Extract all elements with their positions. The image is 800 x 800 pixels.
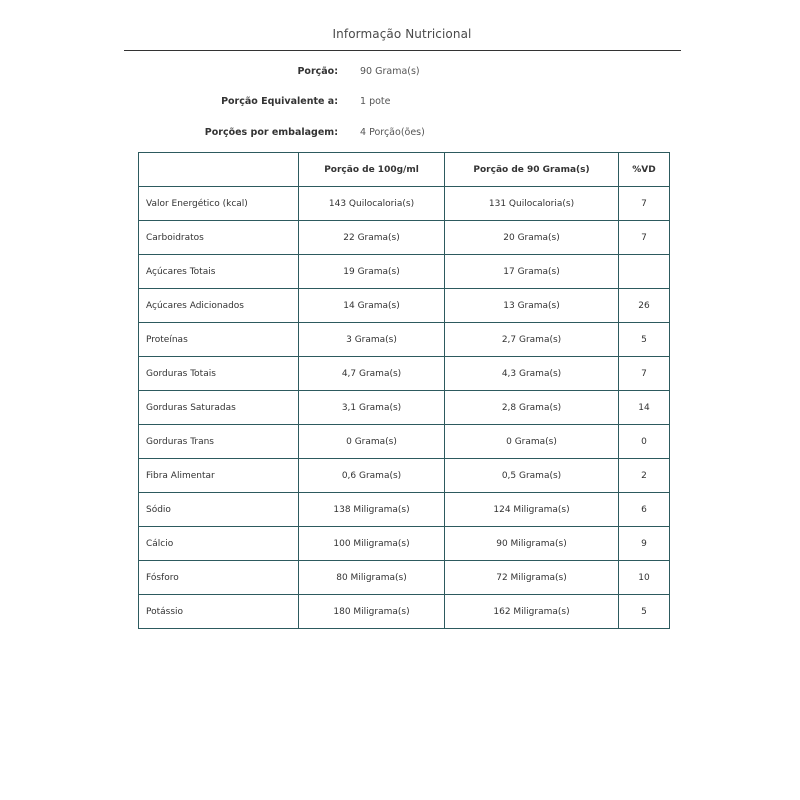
- percent-dv: 5: [619, 323, 670, 357]
- equivalent-label: Porção Equivalente a:: [221, 96, 338, 107]
- value-per-portion: 2,7 Grama(s): [445, 323, 619, 357]
- header-percent-dv: %VD: [619, 153, 670, 187]
- header-nutrient: [139, 153, 299, 187]
- table-row: [139, 357, 670, 391]
- value-per-100g: 80 Miligrama(s): [299, 561, 445, 595]
- percent-dv: 7: [619, 187, 670, 221]
- table-row: [139, 561, 670, 595]
- per-package-value: 4 Porção(ões): [360, 127, 425, 138]
- nutrient-name: Fibra Alimentar: [139, 459, 299, 493]
- table-row: [139, 425, 670, 459]
- percent-dv: 14: [619, 391, 670, 425]
- nutrient-name: Potássio: [139, 595, 299, 629]
- percent-dv: 7: [619, 221, 670, 255]
- value-per-100g: 19 Grama(s): [299, 255, 445, 289]
- page-title: Informação Nutricional: [332, 27, 472, 41]
- header-per-portion: Porção de 90 Grama(s): [445, 153, 619, 187]
- value-per-portion: 90 Miligrama(s): [445, 527, 619, 561]
- nutrient-name: Gorduras Trans: [139, 425, 299, 459]
- nutrient-name: Gorduras Totais: [139, 357, 299, 391]
- table-row: [139, 289, 670, 323]
- nutrient-name: Gorduras Saturadas: [139, 391, 299, 425]
- value-per-100g: 14 Grama(s): [299, 289, 445, 323]
- equivalent-value: 1 pote: [360, 96, 391, 107]
- percent-dv: 0: [619, 425, 670, 459]
- value-per-portion: 17 Grama(s): [445, 255, 619, 289]
- value-per-100g: 22 Grama(s): [299, 221, 445, 255]
- value-per-100g: 138 Miligrama(s): [299, 493, 445, 527]
- value-per-portion: 72 Miligrama(s): [445, 561, 619, 595]
- value-per-portion: 0 Grama(s): [445, 425, 619, 459]
- percent-dv: 2: [619, 459, 670, 493]
- value-per-portion: 162 Miligrama(s): [445, 595, 619, 629]
- equivalent-row: [0, 96, 800, 112]
- nutrient-name: Proteínas: [139, 323, 299, 357]
- table-row: [139, 187, 670, 221]
- per-package-row: [0, 127, 800, 143]
- value-per-100g: 3,1 Grama(s): [299, 391, 445, 425]
- percent-dv: 10: [619, 561, 670, 595]
- nutrient-name: Açúcares Totais: [139, 255, 299, 289]
- value-per-portion: 2,8 Grama(s): [445, 391, 619, 425]
- table-row: [139, 255, 670, 289]
- portion-row: [0, 66, 800, 82]
- percent-dv: 5: [619, 595, 670, 629]
- value-per-100g: 3 Grama(s): [299, 323, 445, 357]
- value-per-100g: 4,7 Grama(s): [299, 357, 445, 391]
- value-per-portion: 124 Miligrama(s): [445, 493, 619, 527]
- title-divider: [124, 50, 681, 51]
- table-row: [139, 595, 670, 629]
- percent-dv: [619, 255, 670, 289]
- per-package-label: Porções por embalagem:: [204, 127, 338, 138]
- nutrient-name: Fósforo: [139, 561, 299, 595]
- value-per-100g: 143 Quilocaloria(s): [299, 187, 445, 221]
- table-header-row: [139, 153, 670, 187]
- value-per-100g: 0 Grama(s): [299, 425, 445, 459]
- portion-label: Porção:: [297, 66, 338, 77]
- nutrition-table: [138, 152, 670, 629]
- table-row: [139, 493, 670, 527]
- nutrient-name: Açúcares Adicionados: [139, 289, 299, 323]
- value-per-portion: 20 Grama(s): [445, 221, 619, 255]
- table-row: [139, 527, 670, 561]
- value-per-portion: 4,3 Grama(s): [445, 357, 619, 391]
- nutrient-name: Cálcio: [139, 527, 299, 561]
- percent-dv: 7: [619, 357, 670, 391]
- value-per-100g: 180 Miligrama(s): [299, 595, 445, 629]
- value-per-portion: 131 Quilocaloria(s): [445, 187, 619, 221]
- table-row: [139, 323, 670, 357]
- value-per-100g: 100 Miligrama(s): [299, 527, 445, 561]
- portion-value: 90 Grama(s): [360, 66, 420, 77]
- value-per-portion: 0,5 Grama(s): [445, 459, 619, 493]
- percent-dv: 26: [619, 289, 670, 323]
- value-per-portion: 13 Grama(s): [445, 289, 619, 323]
- nutrient-name: Carboidratos: [139, 221, 299, 255]
- table-row: [139, 221, 670, 255]
- table-row: [139, 459, 670, 493]
- value-per-100g: 0,6 Grama(s): [299, 459, 445, 493]
- table-row: [139, 391, 670, 425]
- nutrient-name: Valor Energético (kcal): [139, 187, 299, 221]
- percent-dv: 9: [619, 527, 670, 561]
- header-per-100g: Porção de 100g/ml: [299, 153, 445, 187]
- nutrient-name: Sódio: [139, 493, 299, 527]
- percent-dv: 6: [619, 493, 670, 527]
